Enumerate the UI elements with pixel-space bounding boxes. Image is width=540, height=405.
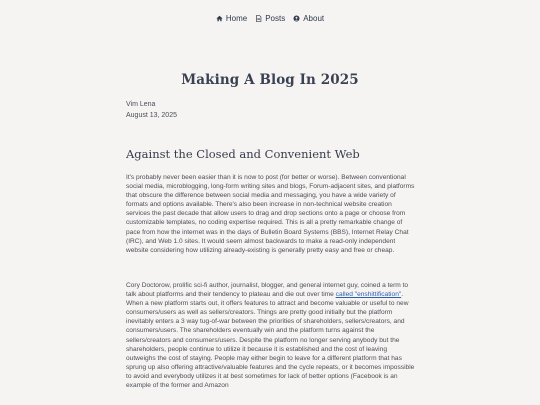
post-author: Vim Lena (126, 101, 156, 108)
paragraph-2 (126, 281, 416, 390)
top-nav (0, 14, 540, 23)
nav-about-label: About (303, 14, 325, 23)
nav-home-label: Home (225, 14, 248, 23)
posts-icon (255, 15, 262, 22)
enshittification-link[interactable]: called "enshittification" (335, 291, 402, 299)
post-date: August 13, 2025 (126, 111, 177, 119)
post-meta (126, 100, 177, 121)
nav-about[interactable] (293, 14, 324, 23)
home-icon (216, 15, 223, 22)
section-heading: Against the Closed and Convenient Web (126, 147, 360, 161)
nav-home[interactable] (216, 14, 247, 23)
paragraph-2-text-start: Cory Doctorow, prolific sci-fi author, journalist, blogger, and general internet guy, coined a term to talk about platforms and their tendency to plateau and die out over time (126, 282, 409, 299)
paragraph-2-text-end: . When a new platform starts out, it offers features to attract and become valuable or useful to new consumers/users as well as sellers/creators. Things are pretty good initially but the platform inevitably enters a 3 way tug-of-war between the priorities of shareholders, sellers/creators, and consumers/users. The shareholders eventually win and the platform turns against the sellers/creators and consumers/users. Despite the platform no longer serving anybody but the shareholders, people continue to utilize it because it is established and the cost of leaving outweighs the cost of staying. People may either begin to leave for a different platform that has sprung up also offering attractive/valuable features and the cycle repeats, or it becomes impossible to avoid and everybody utilizes it at best sometimes for lack of better options (Facebook is an example of the former and Amazon (126, 291, 415, 390)
about-icon (293, 15, 300, 22)
nav-posts-label: Posts (265, 14, 286, 23)
nav-posts[interactable] (255, 14, 285, 23)
post-title: Making A Blog In 2025 (181, 72, 359, 88)
paragraph-1: It's probably never been easier than it is now to post (for better or worse). Between conventional social media, microblogging, long-form writing sites and blogs, Forum-adjacent sites, and platforms that obscure the difference between social media and messaging, you have a wide variety of formats and options available. There's also been increase in non-technical website creation services the past decade that allow users to drag and drop sections onto a page or choose from customizable templates, no coding expertise required. This is all a pretty remarkable change of pace from how the internet was in the days of Bulletin Board Systems (BBS), Internet Relay Chat (IRC), and Web 1.0 sites. It would seem almost backwards to make a read-only independent website considering how utilizing already-existing is generally pretty easy and free or cheap. (126, 174, 415, 254)
